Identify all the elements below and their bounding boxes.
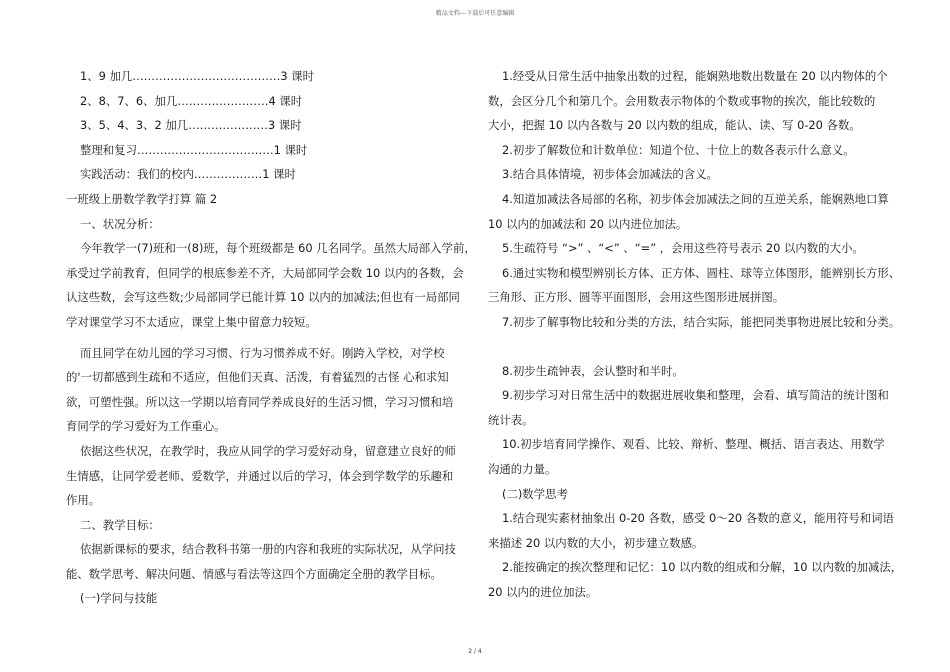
text-line: 2、8、7、6、加几……………………4 课时	[80, 93, 303, 108]
text-line: 依据新课标的要求，结合教科书第一册的内容和我班的实际状况，从学问技	[80, 542, 456, 557]
text-line: 10.初步培育同学操作、观看、比较、辩析、整理、概括、语言表达、用数学	[502, 437, 885, 452]
text-line: 10 以内的加减法和 20 以内进位加法。	[488, 216, 688, 231]
page-number: 2 / 4	[468, 648, 482, 655]
text-line: 能、数学思考、解决问题、情感与看法等这四个方面确定全册的教学目标。	[66, 566, 442, 581]
text-line: 1.经受从日常生活中抽象出数的过程，能娴熟地数出数量在 20 以内物体的个	[502, 69, 888, 83]
text-line: 育同学的学习爱好为工作重心。	[66, 419, 226, 434]
text-line: 7.初步了解事物比较和分类的方法，结合实际，能把同类事物进展比较和分类。	[502, 314, 901, 329]
text-line: 20 以内的进位加法。	[488, 584, 598, 599]
left-column	[66, 64, 476, 611]
text-line: (二)数学思考	[502, 486, 568, 501]
text-line: 9.初步学习对日常生活中的数据进展收集和整理，会看、填写简洁的统计图和	[502, 388, 889, 403]
text-line: 认这些数，会写这些数;少局部同学已能计算 10 以内的加减法;但也有一局部同	[66, 290, 460, 305]
text-line: 实践活动：我们的校内………………1 课时	[80, 167, 296, 182]
text-line: 沟通的力量。	[488, 461, 557, 476]
text-line: 8.初步生疏钟表，会认整时和半时。	[502, 363, 684, 378]
right-column	[488, 64, 903, 604]
page-header: 精品文档---下载后可任意编辑	[435, 10, 515, 17]
text-line: 2.初步了解数位和计数单位：知道个位、十位上的数各表示什么意义。	[502, 142, 855, 157]
text-line: 统计表。	[488, 412, 534, 427]
text-line: 2.能按确定的挨次整理和记忆：10 以内数的组成和分解，10 以内数的加减法，	[502, 560, 903, 575]
text-line: 数，会区分几个和第几个。会用数表示物体的个数或事物的挨次，能比较数的	[488, 93, 876, 108]
text-line: 而且同学在幼儿园的学习习惯、行为习惯养成不好。刚跨入学校，对学校	[80, 345, 445, 360]
text-line: 承受过学前教育，但同学的根底参差不齐，大局部同学会数 10 以内的各数，会	[66, 265, 464, 280]
text-line: 5.生疏符号 “>” 、“<” 、“=” ，会用这些符号表示 20 以内数的大小。	[502, 241, 864, 256]
text-line: 3、5、4、3、2 加几…………………3 课时	[80, 118, 302, 133]
text-line: 学对课堂学习不太适应，课堂上集中留意力较短。	[66, 314, 317, 329]
text-line: 一班级上册数学教学打算 篇 2	[66, 191, 218, 206]
text-line: 生情感，让同学爱老师、爱数学，并通过以后的学习，体会到学数学的乐趣和	[66, 468, 454, 483]
text-line: 作用。	[66, 493, 101, 508]
text-line: 一、状况分析：	[80, 216, 160, 231]
text-line: 依据这些状况，在教学时，我应从同学的学习爱好动身，留意建立良好的师	[80, 443, 456, 458]
text-line: 1.结合现实素材抽象出 0-20 各数，感受 0～20 各数的意义，能用符号和词语	[502, 511, 894, 526]
paragraph-gap	[488, 335, 888, 359]
text-line: 3.结合具体情境，初步体会加减法的含义。	[502, 167, 718, 182]
text-line: 来描述 20 以内数的大小，初步建立数感。	[488, 535, 704, 550]
text-line: 整理和复习………………………………1 课时	[80, 142, 308, 157]
text-line: 欲，可塑性强。所以这一学期以培育同学养成良好的生活习惯，学习习惯和培	[66, 394, 454, 409]
text-line: 今年教学一(7)班和一(8)班，每个班级都是 60 几名同学。虽然大局部入学前，	[80, 241, 476, 256]
text-line: 三角形、正方形、圆等平面图形，会用这些图形进展拼图。	[488, 290, 785, 305]
text-line: 6.通过实物和模型辨别长方体、正方体、圆柱、球等立体图形，能辨别长方形、	[502, 265, 901, 280]
text-line: (一)学问与技能	[80, 591, 158, 606]
text-line: 的'一切都感到生疏和不适应，但他们天真、活泼，有着猛烈的古怪 心和求知	[66, 370, 449, 385]
text-line: 大小，把握 10 以内各数与 20 以内数的组成，能认、读、写 0-20 各数。	[488, 118, 861, 133]
text-line: 4.知道加减法各局部的名称，初步体会加减法之间的互逆关系，能娴熟地口算	[502, 191, 889, 206]
text-line: 1、9 加几…………………………………3 课时	[80, 69, 315, 83]
text-line: 二、教学目标：	[80, 517, 160, 532]
